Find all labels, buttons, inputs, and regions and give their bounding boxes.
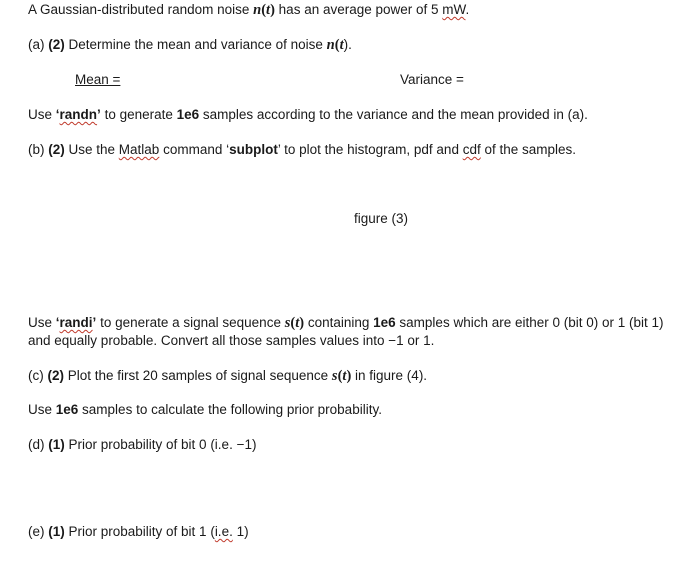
intro-line: A Gaussian-distributed random noise n(t) has an average power of 5 mW. — [28, 2, 470, 18]
randi-command: randi — [59, 315, 93, 330]
part-b-marks: (2) — [48, 142, 65, 157]
part-d-label: (d) — [28, 437, 49, 452]
part-c-question: (c) (2) Plot the first 20 samples of signal sequence s(t) in figure (4). — [28, 368, 428, 384]
power-unit: mW — [442, 2, 466, 17]
subplot-command: subplot — [229, 142, 278, 157]
ie-abbrev: i.e. — [214, 524, 233, 539]
noise-symbol: n(t) — [253, 2, 275, 18]
signal-symbol: s(t) — [331, 368, 352, 384]
part-b-label: (b) — [28, 142, 49, 157]
part-b-question: (b) (2) Use the Matlab command ‘subplot’ to plot the histogram, pdf and cdf of the samples. — [28, 142, 577, 157]
part-c-label: (c) — [28, 368, 48, 383]
part-e-marks: (1) — [48, 524, 65, 539]
part-e-question: (e) (1) Prior probability of bit 1 (i.e. 1) — [28, 524, 249, 539]
part-d-marks: (1) — [48, 437, 65, 452]
matlab-word: Matlab — [118, 142, 160, 157]
signal-symbol: s(t) — [284, 315, 305, 331]
intro-text-2: has an average power of 5 — [274, 2, 443, 17]
prior-instruction: Use 1e6 samples to calculate the following prior probability. — [28, 402, 382, 417]
randi-instruction: Use ‘randi’ to generate a signal sequence s(t) containing 1e6 samples which are either 0 (bit 0) or 1 (bit 1) and equally probable. Convert all those samples values into −1 or 1. — [28, 315, 664, 348]
randn-command: randn — [59, 107, 98, 122]
noise-symbol: n(t — [326, 37, 344, 53]
sample-count: 1e6 — [55, 402, 79, 417]
part-d-question — [28, 437, 256, 452]
part-d-text: Prior probability of bit 0 (i.e. −1) — [64, 437, 257, 452]
part-a-label: (a) — [28, 37, 49, 52]
cdf-word: cdf — [462, 142, 481, 157]
part-a-marks: (2) — [48, 37, 65, 52]
sample-count: 1e6 — [373, 315, 396, 330]
variance-field-label: Variance = — [400, 72, 464, 87]
randn-instruction: Use ‘randn’ to generate 1e6 samples according to the variance and the mean provided in (a). — [28, 107, 588, 122]
intro-text: A Gaussian-distributed random noise — [28, 2, 254, 17]
mean-field-label: Mean = — [75, 72, 121, 87]
part-e-label: (e) — [28, 524, 49, 539]
part-c-marks: (2) — [47, 368, 64, 383]
part-a-question: (a) (2) Determine the mean and variance of noise n(t). — [28, 37, 352, 53]
sample-count: 1e6 — [176, 107, 200, 122]
figure-3-placeholder: figure (3) — [354, 211, 409, 226]
part-a-text: Determine the mean and variance of noise — [64, 37, 327, 52]
